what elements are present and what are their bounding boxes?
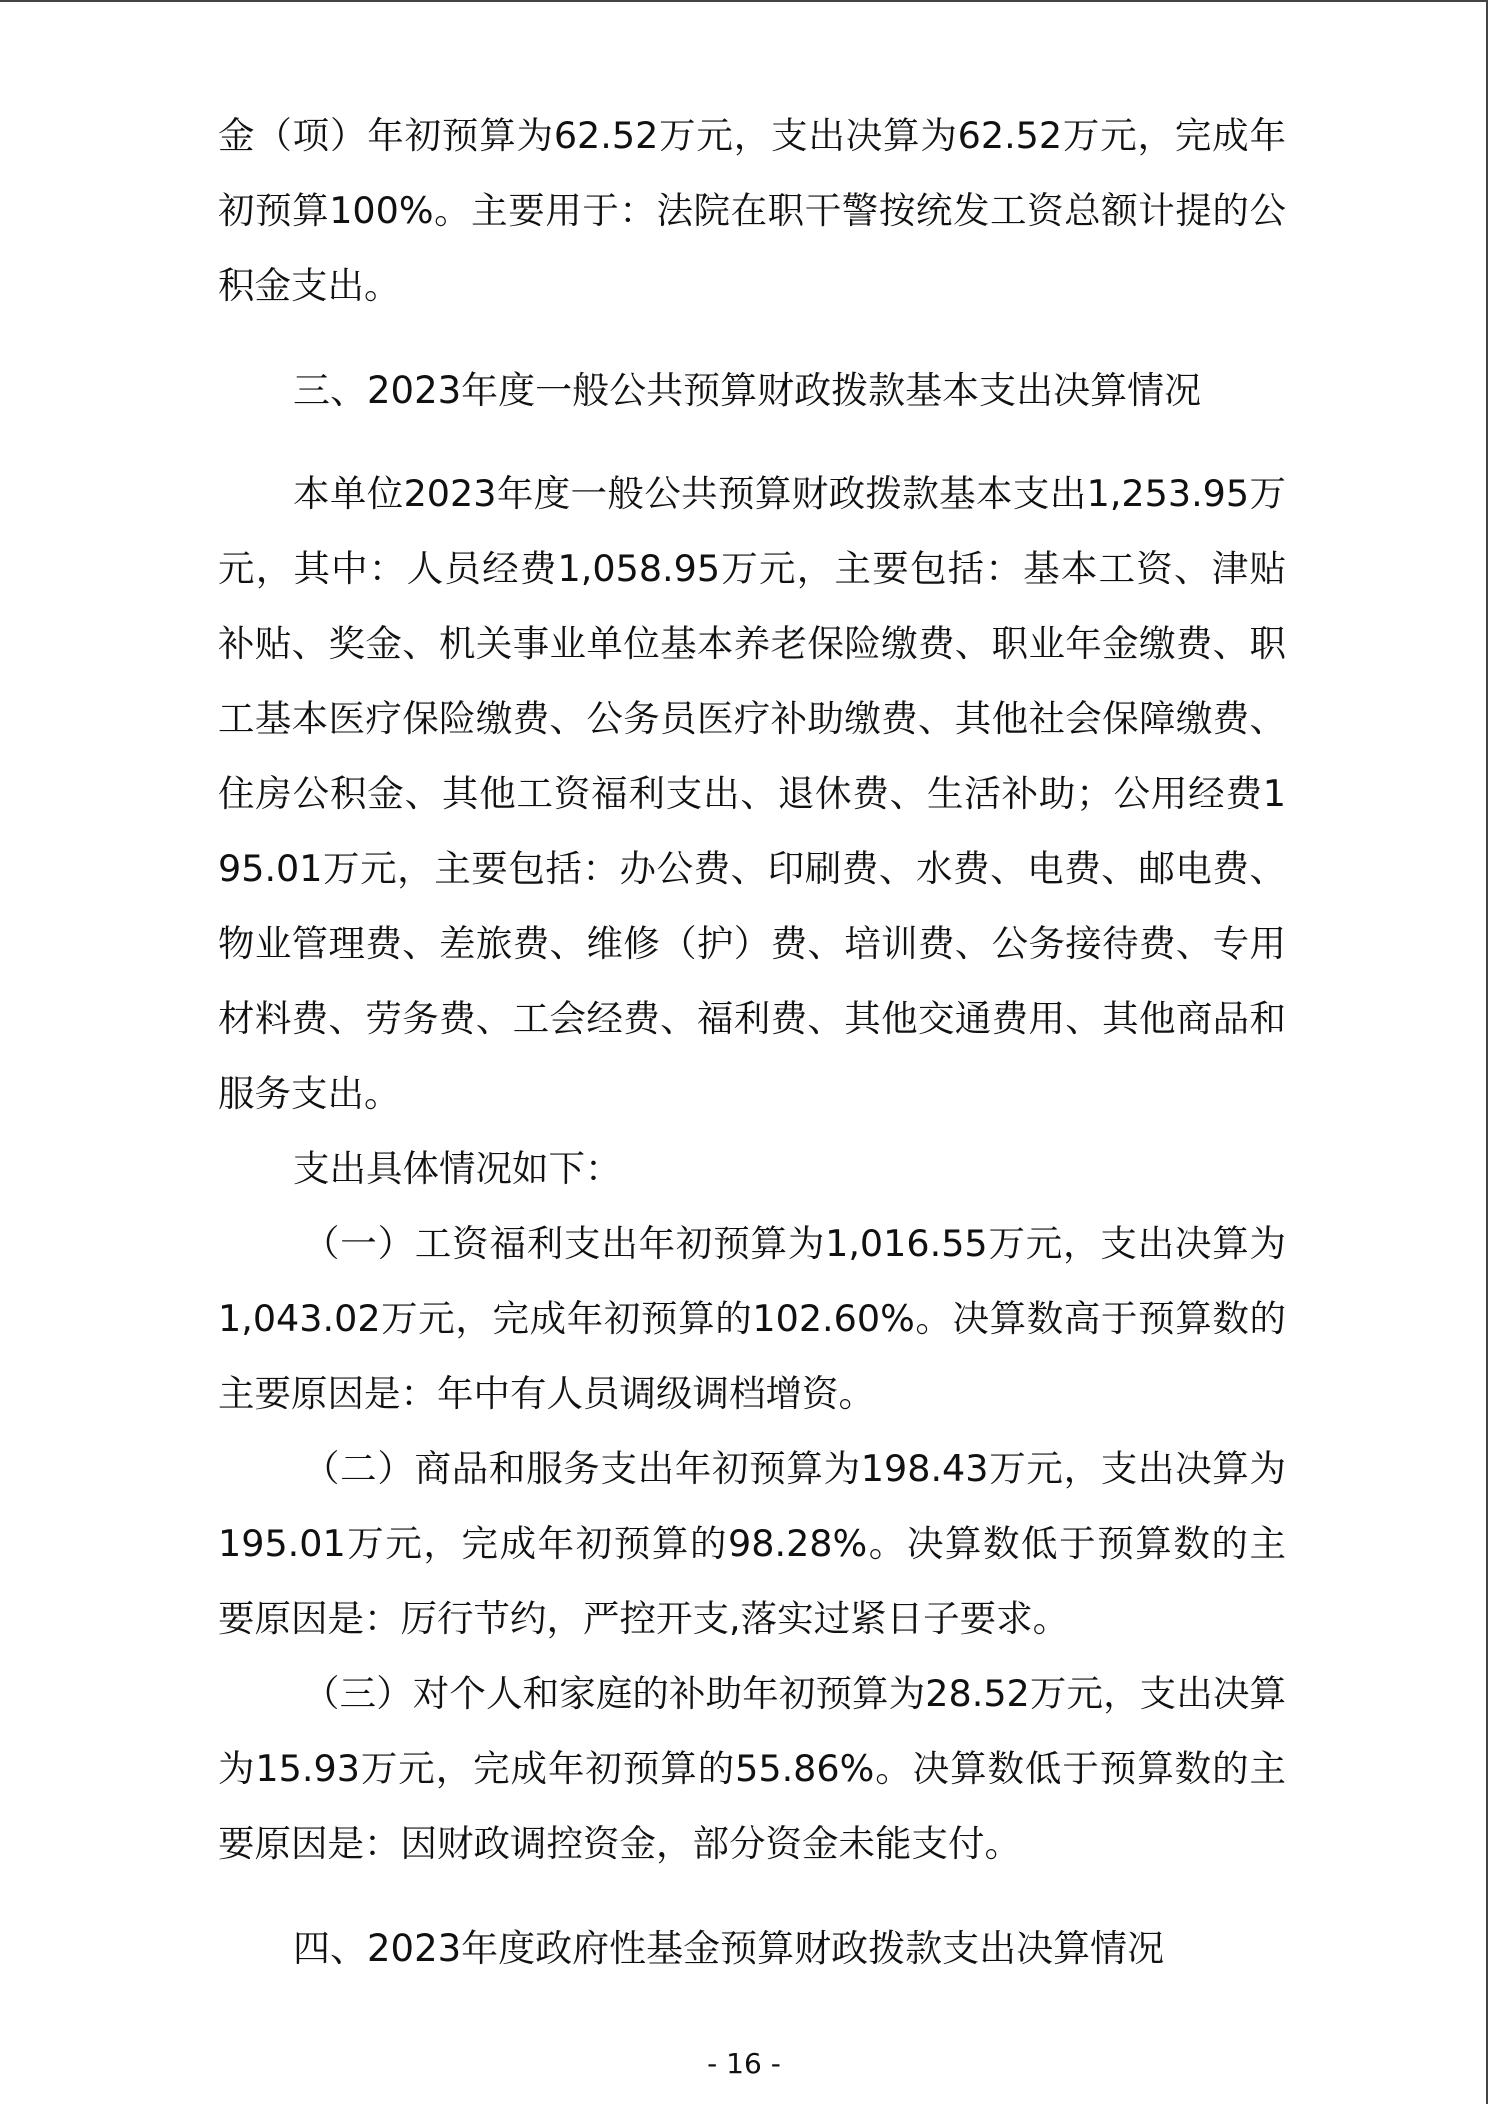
page-number: - 16 - [707,2047,781,2080]
section-heading-3: 三、2023年度一般公共预算财政拨款基本支出决算情况 [293,369,1202,412]
paragraph-salary-welfare: （一）工资福利支出年初预算为1,016.55万元，支出决算为1,043.02万元，完成年初预算的102.60%。决算数高于预算数的主要原因是：年中有人员调级调档增资。 [218,1222,1286,1415]
paragraph-details-intro: 支出具体情况如下： [293,1147,622,1190]
section-heading-4: 四、2023年度政府性基金预算财政拨款支出决算情况 [293,1927,1165,1970]
paragraph-goods-services: （二）商品和服务支出年初预算为198.43万元，支出决算为195.01万元，完成年初预算的98.28%。决算数低于预算数的主要原因是：厉行节约，严控开支,落实过紧日子要求。 [218,1447,1286,1640]
paragraph-basic-expenditure: 本单位2023年度一般公共预算财政拨款基本支出1,253.95万元，其中：人员经费1,058.95万元，主要包括：基本工资、津贴补贴、奖金、机关事业单位基本养老保险缴费、职业年金缴费、职工基本医疗保险缴费、公务员医疗补助缴费、其他社会保障缴费、住房公积金、其他工资福利支出、退休费、生活补助；公用经费195.01万元，主要包括：办公费、印刷费、水费、电费、邮电费、物业管理费、差旅费、维修（护）费、培训费、公务接待费、专用材料费、劳务费、工会经费、福利费、其他交通费用、其他商品和服务支出。 [218,472,1286,1115]
paragraph-continued-fund: 金（项）年初预算为62.52万元，支出决算为62.52万元，完成年初预算100%。主要用于：法院在职干警按统发工资总额计提的公积金支出。 [218,114,1286,307]
paragraph-household-subsidy: （三）对个人和家庭的补助年初预算为28.52万元，支出决算为15.93万元，完成年初预算的55.86%。决算数低于预算数的主要原因是：因财政调控资金，部分资金未能支付。 [218,1672,1286,1865]
document-body [218,98,1286,1986]
